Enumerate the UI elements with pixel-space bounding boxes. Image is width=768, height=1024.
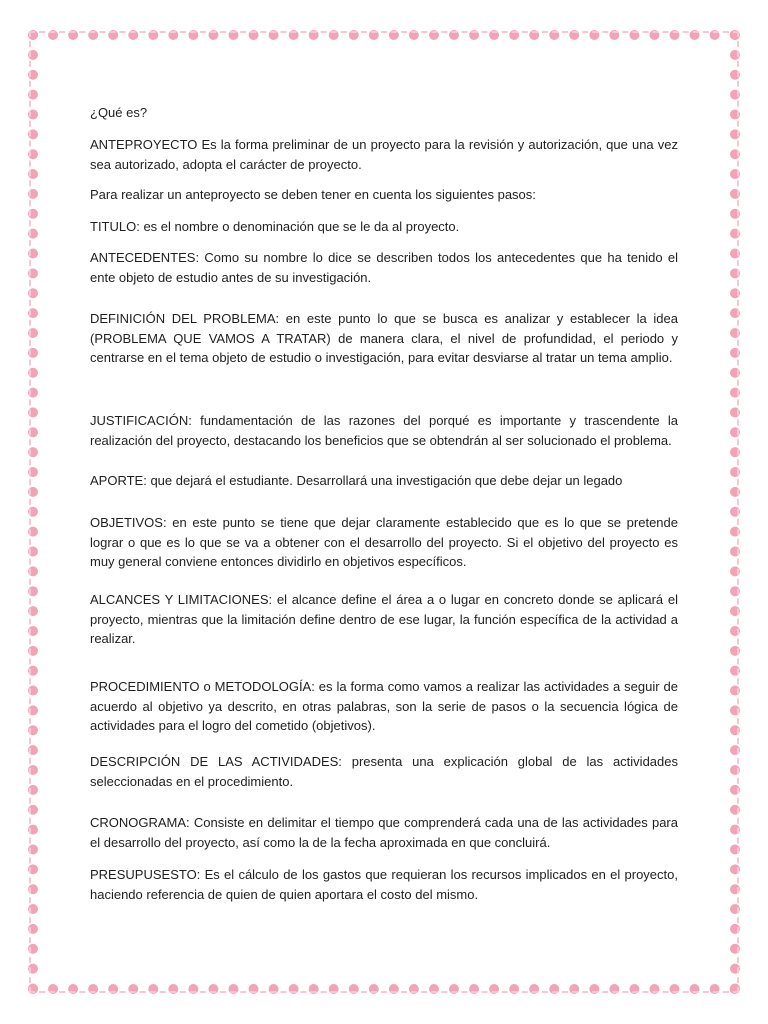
paragraph-anteproyecto: ANTEPROYECTO Es la forma preliminar de un proyecto para la revisión y autorización, que una vez sea autorizado, adopta el carácter de proyecto. xyxy=(90,137,678,172)
paragraph-justificacion: JUSTIFICACIÓN: fundamentación de las razones del porqué es importante y trascendente la realización del proyecto, destacando los beneficios que se obtendrán al ser solucionado el problema. xyxy=(90,413,678,448)
paragraph-procedimiento: PROCEDIMIENTO o METODOLOGÍA: es la forma como vamos a realizar las actividades a seguir de acuerdo al objetivo ya descrito, en otras palabras, son la serie de pasos o la secuencia lógica de actividades para el logro del cometido (objetivos). xyxy=(90,679,678,733)
paragraph-aporte: APORTE: que dejará el estudiante. Desarrollará una investigación que debe dejar un legado xyxy=(90,473,623,488)
paragraph-presupuesto: PRESUPUSESTO: Es el cálculo de los gastos que requieran los recursos implicados en el proyecto, haciendo referencia de quien de quien aportara el costo del mismo. xyxy=(90,867,678,902)
paragraph-alcances-limitaciones: ALCANCES Y LIMITACIONES: el alcance define el área a o lugar en concreto donde se aplicará el proyecto, mientras que la limitación define dentro de ese lugar, la función específica de la actividad a realizar. xyxy=(90,592,678,646)
paragraph-cronograma: CRONOGRAMA: Consiste en delimitar el tiempo que comprenderá cada una de las actividades para el desarrollo del proyecto, así como la de la fecha aproximada en que concluirá. xyxy=(90,815,678,850)
paragraph-objetivos: OBJETIVOS: en este punto se tiene que dejar claramente establecido que es lo que se pretende lograr o que es lo que se va a obtener con el desarrollo del proyecto. Si el objetivo del proyecto es muy general conviene entonces dividirlo en objetivos específicos. xyxy=(90,515,678,569)
paragraph-definicion-problema: DEFINICIÓN DEL PROBLEMA: en este punto lo que se busca es analizar y establecer la idea (PROBLEMA QUE VAMOS A TRATAR) de manera clara, el nivel de profundidad, el periodo y centrarse en el tema objeto de estudio o investigación, para evitar desviarse al tratar un tema amplio. xyxy=(90,311,678,365)
paragraph-titulo: TITULO: es el nombre o denominación que se le da al proyecto. xyxy=(90,219,460,234)
heading-que-es: ¿Qué es? xyxy=(90,105,148,120)
paragraph-pasos: Para realizar un anteproyecto se deben tener en cuenta los siguientes pasos: xyxy=(90,187,536,202)
paragraph-antecedentes: ANTECEDENTES: Como su nombre lo dice se describen todos los antecedentes que ha tenido el ente objeto de estudio antes de su investigación. xyxy=(90,250,678,285)
paragraph-descripcion-actividades: DESCRIPCIÓN DE LAS ACTIVIDADES: presenta una explicación global de las actividades seleccionadas en el procedimiento. xyxy=(90,754,678,789)
